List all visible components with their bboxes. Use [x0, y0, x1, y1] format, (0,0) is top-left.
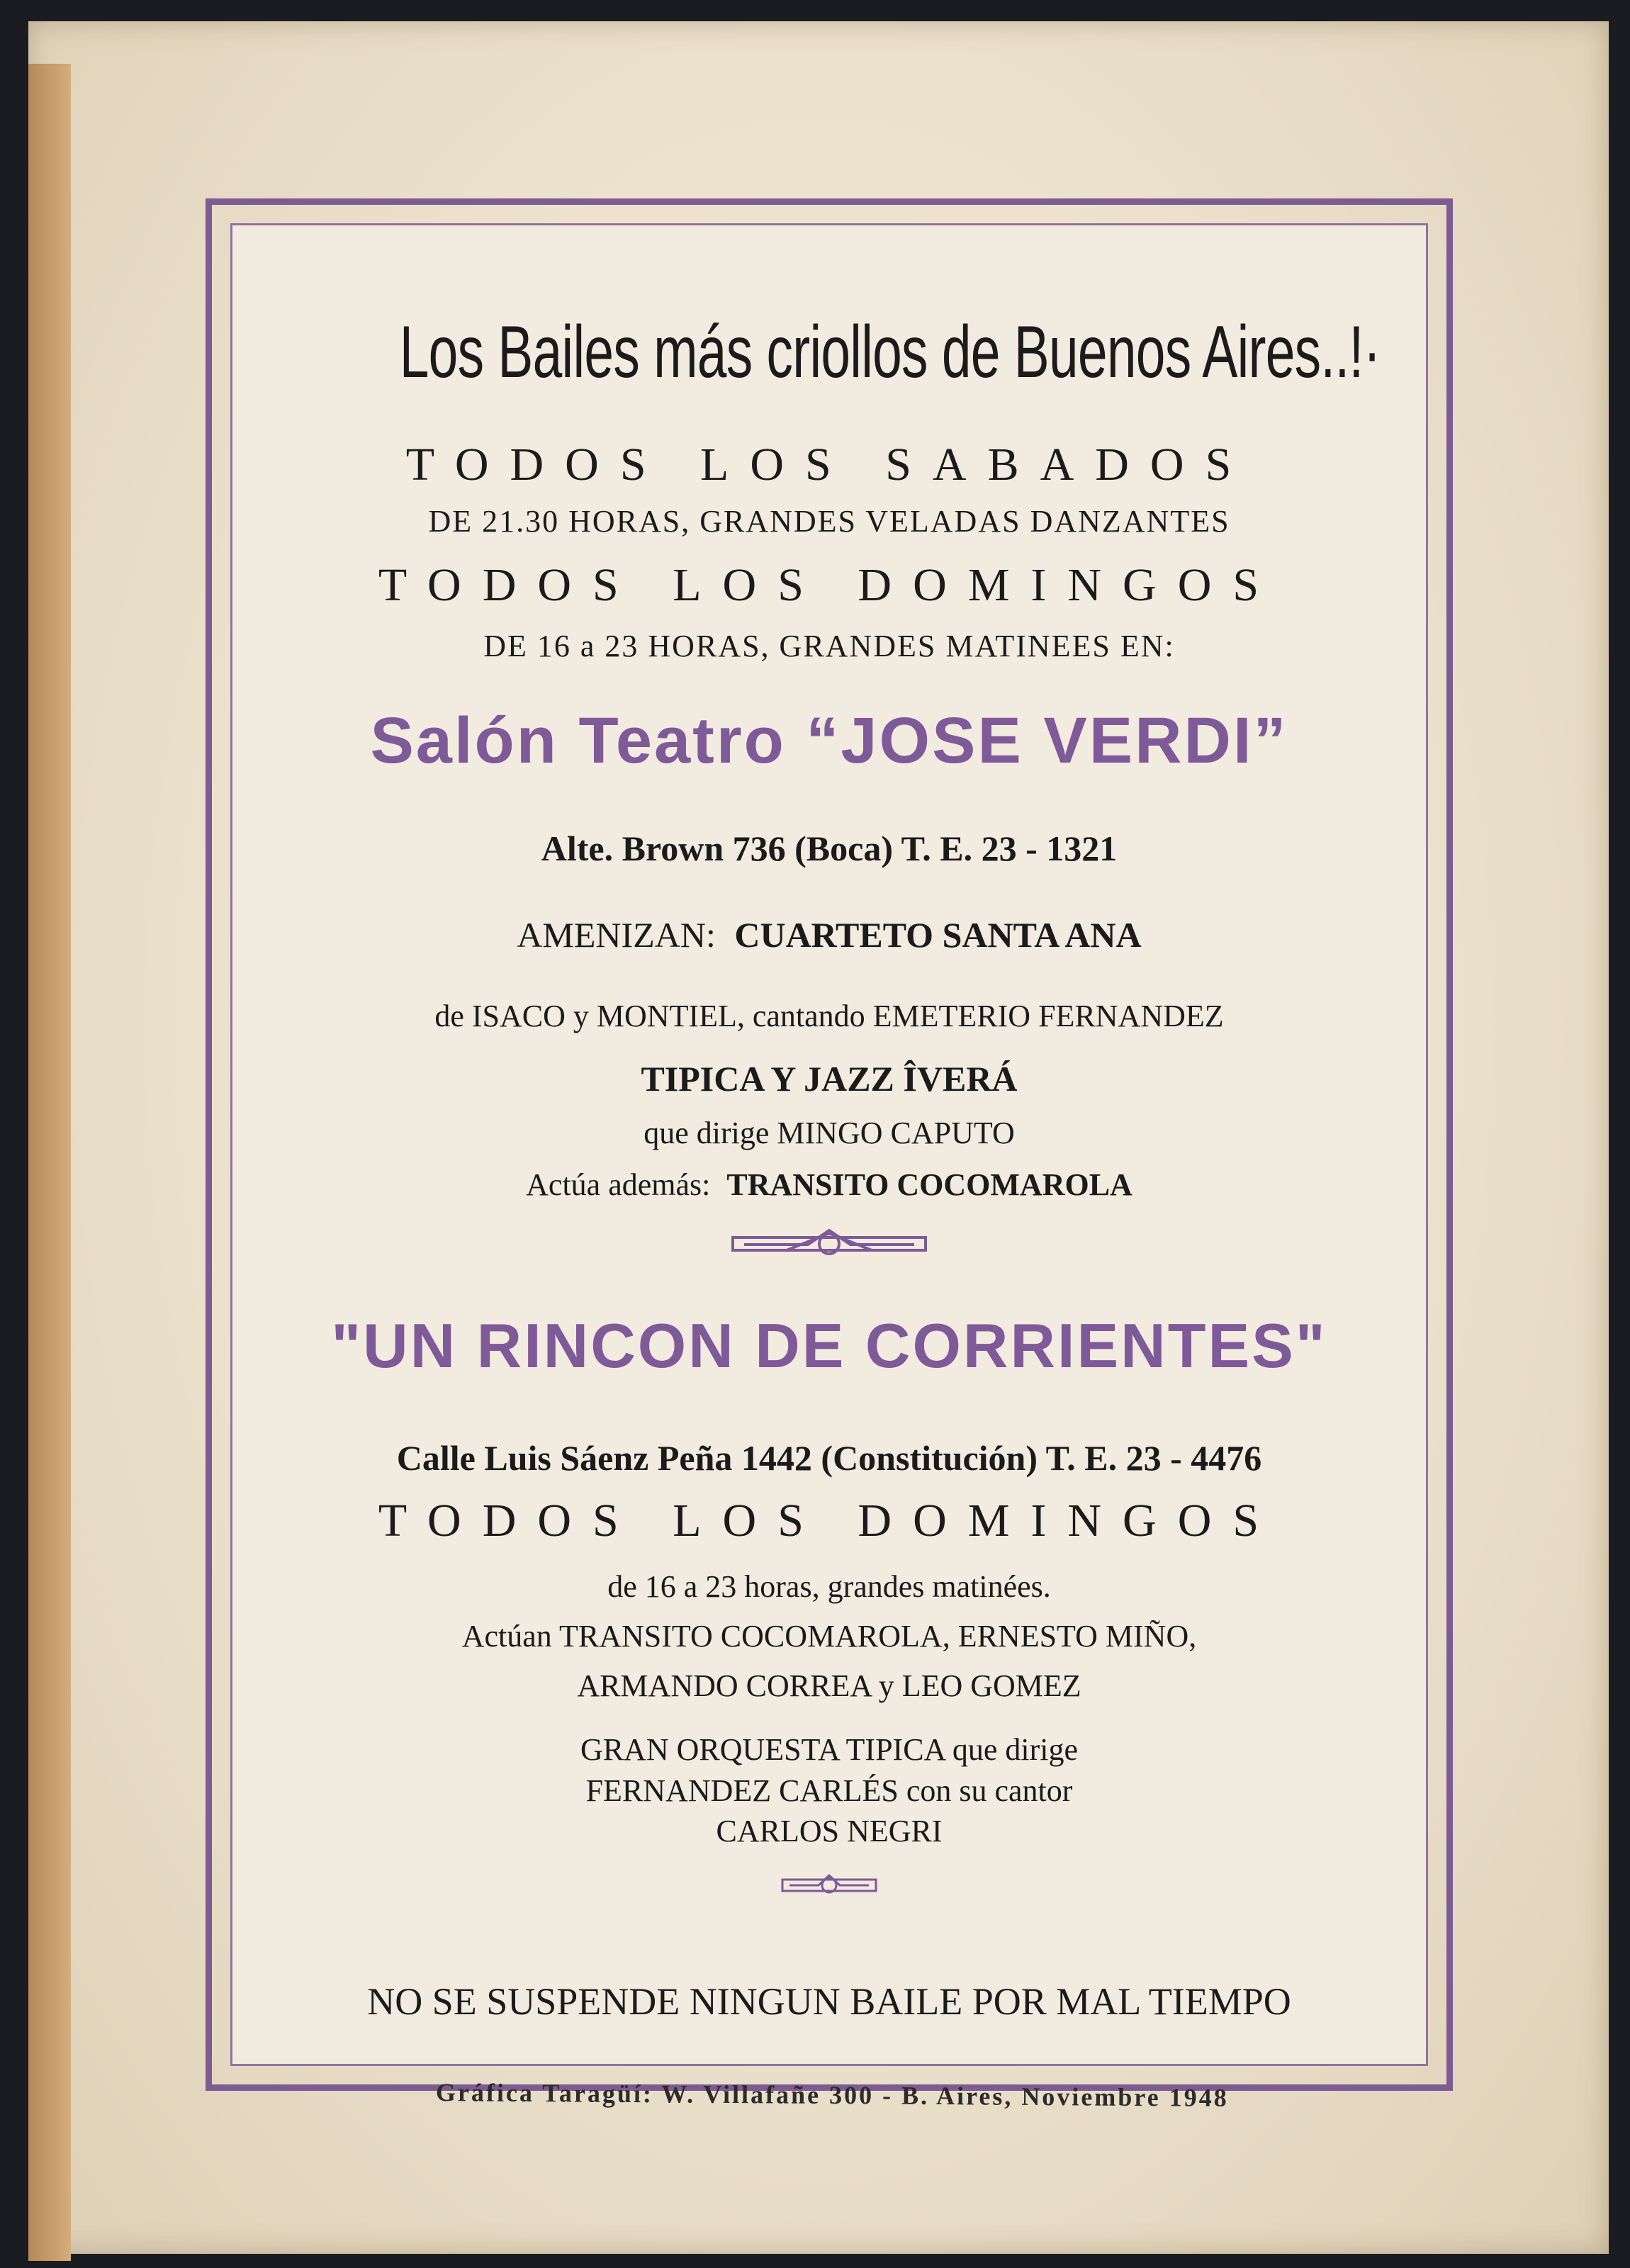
sunday-heading: TODOS LOS DOMINGOS: [378, 559, 1281, 611]
also-name: TRANSITO COCOMAROLA: [726, 1167, 1132, 1202]
printer-imprint: Gráfica Taragüí: W. Villafañe 300 - B. Aires, Noviembre 1948: [435, 2078, 1229, 2112]
ad-headline: Los Bailes más criollos de Buenos Aires..!·: [399, 311, 1381, 393]
venue1-amenizan: [232, 914, 1426, 955]
venue1-orchestra: TIPICA Y JAZZ ÎVERÁ: [641, 1059, 1018, 1099]
venue1-members: de ISACO y MONTIEL, cantando EMETERIO FERNANDEZ: [434, 999, 1224, 1033]
amenizan-group: CUARTETO SANTA ANA: [734, 915, 1142, 955]
amenizan-prefix: AMENIZAN:: [517, 915, 716, 955]
ad-frame-inner: [230, 223, 1428, 2066]
venue2-hours: de 16 a 23 horas, grandes matinées.: [607, 1569, 1051, 1604]
venue2-orch-line3: CARLOS NEGRI: [716, 1814, 943, 1848]
saturday-detail: DE 21.30 HORAS, GRANDES VELADAS DANZANTES: [428, 504, 1230, 539]
also-prefix: Actúa además:: [526, 1167, 711, 1202]
weather-notice: NO SE SUSPENDE NINGUN BAILE POR MAL TIEMPO: [367, 1980, 1291, 2023]
magazine-page: [28, 21, 1609, 2254]
ornament-small-icon: [780, 1870, 879, 1901]
venue2-orch-line1: GRAN ORQUESTA TIPICA que dirige: [580, 1732, 1079, 1767]
ad-frame-outer: [206, 198, 1453, 2091]
ornament-divider-icon: [730, 1223, 928, 1263]
saturday-heading: TODOS LOS SABADOS: [405, 439, 1253, 490]
venue2-orch-line2: FERNANDEZ CARLÉS con su cantor: [585, 1773, 1073, 1808]
venue1-name: Salón Teatro “JOSE VERDI”: [370, 704, 1288, 777]
venue1-also: [232, 1167, 1426, 1203]
venue2-cast-line1: Actúan TRANSITO COCOMAROLA, ERNESTO MIÑO,: [461, 1619, 1197, 1654]
page-spine-edge: [28, 64, 71, 2261]
venue1-address: Alte. Brown 736 (Boca) T. E. 23 - 1321: [541, 829, 1118, 868]
venue1-director: que dirige MINGO CAPUTO: [643, 1116, 1015, 1150]
venue2-name: "UN RINCON DE CORRIENTES": [331, 1310, 1327, 1381]
venue2-sunday-heading: TODOS LOS DOMINGOS: [378, 1495, 1281, 1546]
venue2-cast-line2: ARMANDO CORREA y LEO GOMEZ: [577, 1668, 1081, 1703]
venue2-address: Calle Luis Sáenz Peña 1442 (Constitución) T. E. 23 - 4476: [396, 1438, 1262, 1478]
sunday-detail: DE 16 a 23 HORAS, GRANDES MATINEES EN:: [483, 629, 1175, 663]
